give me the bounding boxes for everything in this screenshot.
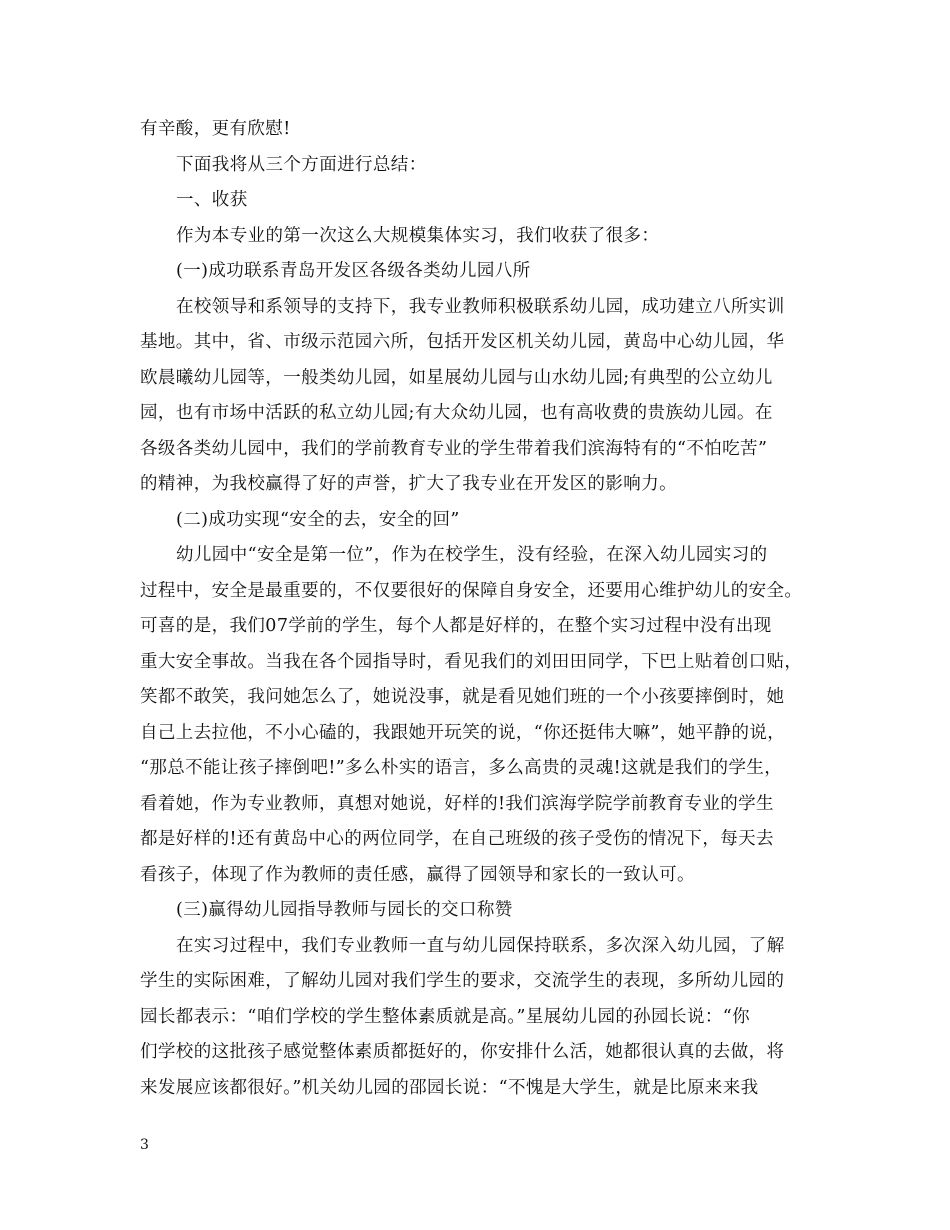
text-line: 重大安全事故。当我在各个园指导时，看见我们的刘田田同学，下巴上贴着创口贴， xyxy=(140,651,803,672)
text-line: 看孩子，体现了作为教师的责任感，赢得了园领导和家长的一致认可。 xyxy=(140,864,695,885)
document-body xyxy=(140,112,820,1106)
text-line: 有辛酸，更有欣慰! xyxy=(140,119,291,139)
text-line: 自己上去拉他，不小心磕的，我跟她开玩笑的说，“你还挺伟大嘛”，她平静的说， xyxy=(140,722,786,743)
text-line: 学生的实际困难，了解幼儿园对我们学生的要求，交流学生的表现，多所幼儿园的 xyxy=(140,971,785,991)
text-line: 笑都不敢笑，我问她怎么了，她说没事，就是看见她们班的一个小孩要摔倒时，她 xyxy=(140,687,785,707)
text-line: 在实习过程中，我们专业教师一直与幼儿园保持联系，多次深入幼儿园，了解 xyxy=(176,935,785,956)
subsection-heading: (三)赢得幼儿园指导教师与园长的交口称赞 xyxy=(176,900,513,920)
page-number: 3 xyxy=(140,1137,149,1153)
text-line: 看着她，作为专业教师，真想对她说，好样的!我们滨海学院学前教育专业的学生 xyxy=(140,793,774,814)
text-line: 园长都表示：“咱们学校的学生整体素质就是高。”星展幼儿园的孙园长说：“你 xyxy=(140,1006,750,1027)
text-line: 作为本专业的第一次这么大规模集体实习，我们收获了很多： xyxy=(176,225,660,246)
subsection-heading: (二)成功实现“安全的去，安全的回” xyxy=(176,509,460,530)
text-line: 可喜的是，我们07学前的学生，每个人都是好样的，在整个实习过程中没有出现 xyxy=(140,616,772,636)
text-line: 下面我将从三个方面进行总结： xyxy=(176,154,427,175)
text-line: 们学校的这批孩子感觉整体素质都挺好的，你安排什么活，她都很认真的去做，将 xyxy=(140,1042,785,1062)
text-line: “那总不能让孩子摔倒吧!”多么朴实的语言，多么高贵的灵魂!这就是我们的学生， xyxy=(140,758,783,778)
section-heading: 一、收获 xyxy=(176,190,248,210)
text-line: 过程中，安全是最重要的，不仅要很好的保障自身安全，还要用心维护幼儿的安全。 xyxy=(140,580,803,601)
text-line: 基地。其中，省、市级示范园六所，包括开发区机关幼儿园，黄岛中心幼儿园，华 xyxy=(140,332,785,352)
text-line: 在校领导和系领导的支持下，我专业教师积极联系幼儿园，成功建立八所实训 xyxy=(176,296,785,317)
text-line: 都是好样的!还有黄岛中心的两位同学，在自己班级的孩子受伤的情况下，每天去 xyxy=(140,829,774,849)
text-line: 来发展应该都很好。”机关幼儿园的邵园长说：“不愧是大学生，就是比原来来我 xyxy=(140,1077,759,1098)
text-line: 的精神，为我校赢得了好的声誉，扩大了我专业在开发区的影响力。 xyxy=(140,474,677,494)
subsection-heading: (一)成功联系青岛开发区各级各类幼儿园八所 xyxy=(176,261,531,281)
text-line: 幼儿园中“安全是第一位”，作为在校学生，没有经验，在深入幼儿园实习的 xyxy=(176,545,768,565)
text-line: 欧晨曦幼儿园等，一般类幼儿园，如星展幼儿园与山水幼儿园;有典型的公立幼儿 xyxy=(140,367,773,388)
text-line: 各级各类幼儿园中，我们的学前教育专业的学生带着我们滨海特有的“不怕吃苦” xyxy=(140,438,768,459)
text-line: 园，也有市场中活跃的私立幼儿园;有大众幼儿园，也有高收费的贵族幼儿园。在 xyxy=(140,403,773,423)
